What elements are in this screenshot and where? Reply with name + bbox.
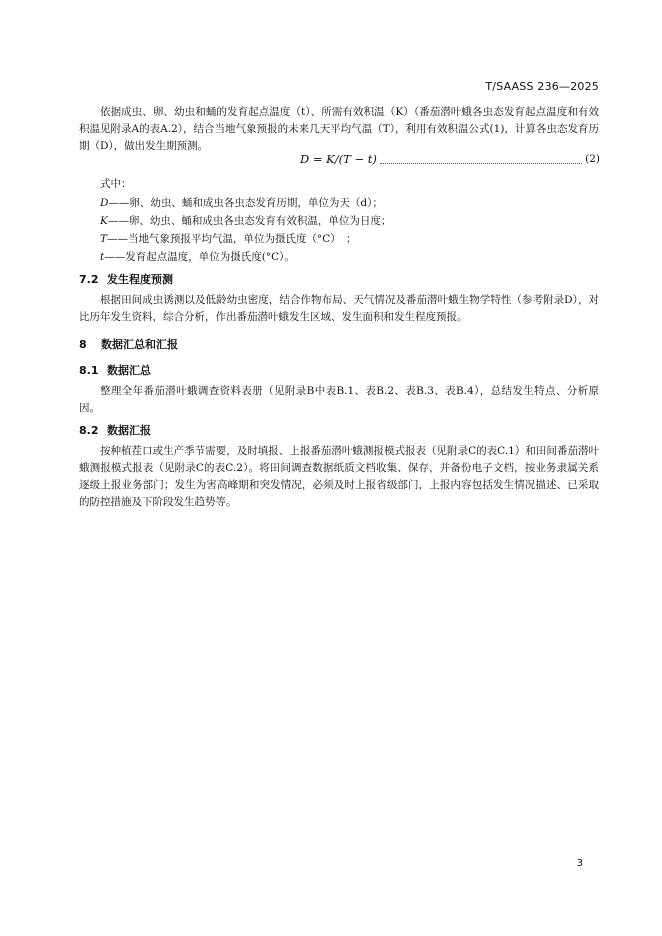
formula-number: (2) [585,153,600,165]
variable-symbol: t [100,251,105,263]
variable-symbol: T [100,233,108,245]
formula-expression: D = K/(T − t) [300,152,377,166]
formula-leader-dots [380,155,582,164]
section-number: 7.2 [79,273,99,286]
section-8-heading [79,336,178,352]
section-number: 8.2 [79,424,99,437]
variable-definition: ——卵、幼虫、蛹和成虫各虫态发育历期，单位为天（d）； [108,197,383,209]
where-item-k [100,213,391,230]
section-title: 数据汇总和汇报 [101,338,178,351]
section-number: 8.1 [79,364,99,377]
variable-definition: ——发育起点温度，单位为摄氏度(°C）。 [104,251,295,263]
section-title: 数据汇总 [107,364,151,377]
section-8-2-text: 按种植茬口或生产季节需要，及时填报、上报番茄潜叶蛾测报模式报表（见附录C的表C.1）和田间番茄潜叶蛾测报模式报表（见附录C的表C.2）。将田间调查数据纸质文档收集、保存，并备份电子文档，按业务隶属关系逐级上报业务部门；发生为害高峰期和突发情况，必须及时上报省级部门，上报内容包括发生情况描述、已采取的防控措施及下阶段发生趋势等。 [79,445,599,508]
section-number: 8 [79,338,87,351]
where-label: 式中： [100,178,132,190]
section-8-1-heading [79,362,151,378]
section-title: 数据汇报 [107,424,151,437]
section-8-2-heading [79,422,151,438]
document-code: T/SAASS 236—2025 [485,80,599,93]
section-7-2-text: 根据田间成虫诱测以及低龄幼虫密度，结合作物布局、天气情况及番茄潜叶蛾生物学特性（参考附录D），对比历年发生资料，综合分析，作出番茄潜叶蛾发生区域、发生面积和发生程度预报。 [79,294,599,323]
where-item-d [100,195,383,212]
section-7-2-heading [79,271,173,287]
variable-symbol: K [100,215,108,227]
variable-symbol: D [100,197,109,209]
where-item-t-upper [100,231,357,248]
formula-row [300,152,600,166]
where-item-t-lower [100,249,295,266]
variable-definition: ——卵、幼虫、蛹和成虫各虫态发育有效积温，单位为日度； [107,215,392,227]
section-8-1-text: 整理全年番茄潜叶蛾调查资料表册（见附录B中表B.1、表B.2、表B.3、表B.4），总结发生特点、分析原因。 [79,385,599,414]
section-title: 发生程度预测 [107,273,173,286]
variable-definition: ——当地气象预报平均气温，单位为摄氏度（°C） ； [107,233,357,245]
development-period-paragraph: 依据成虫、卵、幼虫和蛹的发育起点温度（t）、所需有效积温（K）（番茄潜叶蛾各虫态发育起点温度和有效积温见附录A的表A.2），结合当地气象预报的未来几天平均气温（T），利用有效积温公式(1)，计算各虫态发育历期（D），做出发生期预测。 [79,106,599,152]
page-number: 3 [576,858,583,869]
